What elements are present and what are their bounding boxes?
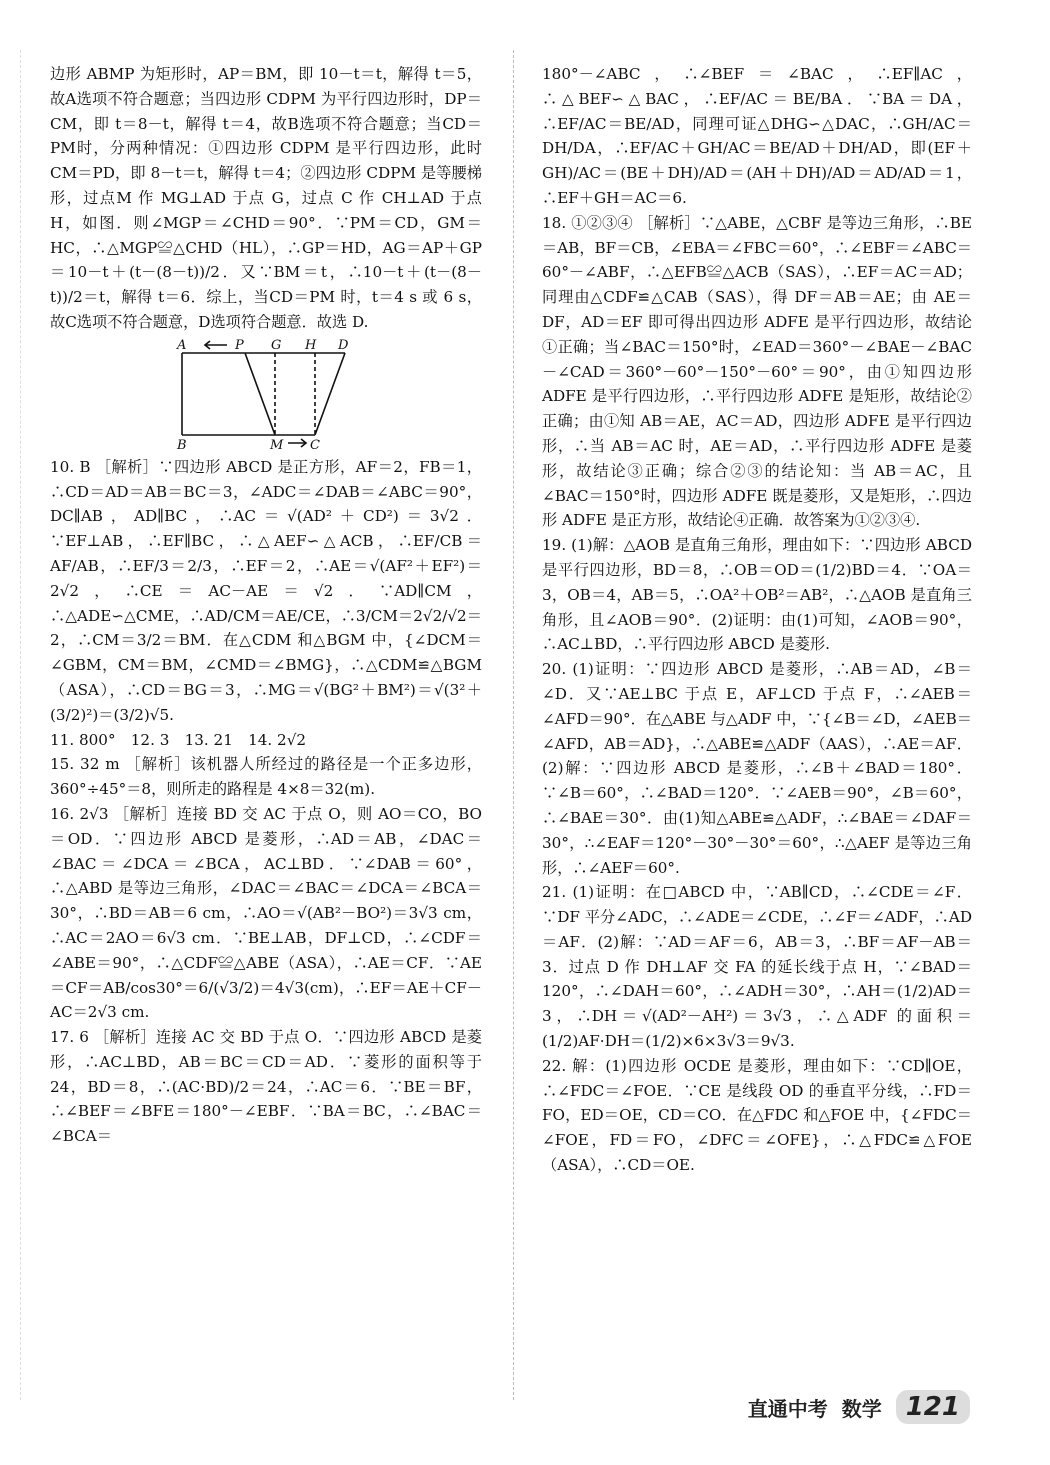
right-para-2: 19. (1)解：△AOB 是直角三角形，理由如下：∵四边形 ABCD 是平行四边形，BD＝8，∴OB＝OD＝(1/2)BD＝4．∵OA＝3，OB＝4，AB＝5，∴OA²＋OB²＝AB²，∴△AOB 是直角三角形，且∠AOB＝90°．(2)证明：由(1)可知，∠AOB＝90°，∴AC⊥BD，∴平行四边形 ABCD 是菱形.: [542, 536, 972, 654]
label-h: H: [305, 338, 317, 353]
left-para-4: 16. 2√3 ［解析］连接 BD 交 AC 于点 O，则 AO＝CO，BO＝OD．∵四边形 ABCD 是菱形，∴AD＝AB，∠DAC＝∠BAC＝∠DCA＝∠BCA，AC⊥BD．∵∠DAB＝60°，∴△ABD 是等边三角形，∠DAC＝∠BAC＝∠DCA＝∠BCA＝30°，∴BD＝AB＝6 cm，∴AO＝√(AB²－BO²)＝3√3 cm，∴AC＝2AO＝6√3 cm．∵BE⊥AB，DF⊥CD，∴∠CDF＝∠ABE＝90°，∴△CDF≌△ABE（ASA），∴AE＝CF．∵AE＝CF＝AB/cos30°＝6/(√3/2)＝4√3(cm)，∴EF＝AE＋CF－AC＝2√3 cm.: [50, 804, 482, 1022]
right-para-3: 20. (1)证明：∵四边形 ABCD 是菱形，∴AB＝AD，∠B＝∠D．又∵AE⊥BC 于点 E，AF⊥CD 于点 F，∴∠AEB＝∠AFD＝90°．在△ABE 与△ADF 中，∵{∠B＝∠D，∠AEB＝∠AFD，AB＝AD}，∴△ABE≌△ADF（AAS），∴AE＝AF．(2)解：∵四边形 ABCD 是菱形，∴∠B＋∠BAD＝180°．∵∠B＝60°，∴∠BAD＝120°．∵∠AEB＝90°，∠B＝60°，∴∠BAE＝30°．由(1)知△ABE≌△ADF，∴∠BAE＝∠DAF＝30°，∴∠EAF＝120°－30°－30°＝60°，∴△AEF 是等边三角形，∴∠AEF＝60°.: [542, 660, 972, 877]
book-title: 直通中考: [747, 1396, 828, 1421]
label-b: B: [177, 437, 187, 451]
label-m: M: [270, 437, 284, 451]
left-column: [50, 62, 482, 1149]
label-p: P: [235, 338, 244, 353]
subject-label: 数学: [841, 1396, 882, 1421]
label-g: G: [271, 338, 282, 353]
edge-dc: [315, 353, 345, 435]
page-number: 121: [896, 1390, 970, 1424]
right-para-5: 22. 解：(1)四边形 OCDE 是菱形，理由如下：∵CD∥OE，∴∠FDC＝∠FOE．∵CE 是线段 OD 的垂直平分线，∴FD＝FO，ED＝OE，CD＝CO．在△FDC 和△FOE 中，{∠FDC＝∠FOE，FD＝FO，∠DFC＝∠OFE}，∴△FDC≌△FOE（ASA），∴CD＝OE.: [542, 1056, 972, 1175]
left-para-3: 15. 32 m ［解析］该机器人所经过的路径是一个正多边形，360°÷45°＝8，则所走的路程是 4×8＝32(m).: [50, 755, 482, 799]
left-para-2: 11. 800° 12. 3 13. 21 14. 2√2: [50, 730, 307, 749]
right-para-1: 18. ①②③④ ［解析］∵△ABE，△CBF 是等边三角形，∴BE＝AB，BF＝CB，∠EBA＝∠FBC＝60°，∴∠EBF＝∠ABC＝60°－∠ABF，∴△EFB≌△ACB（SAS），∴EF＝AC＝AD；同理由△CDF≌△CAB（SAS），得 DF＝AB＝AE；由 AE＝DF，AD＝EF 即可得出四边形 ADFE 是平行四边形，故结论①正确；当∠BAC＝150°时，∠EAD＝360°－∠BAE－∠BAC－∠CAD＝360°－60°－150°－60°＝90°，由①知四边形 ADFE 是平行四边形，∴平行四边形 ADFE 是矩形，故结论②正确；由①知 AB＝AE，AC＝AD，四边形 ADFE 是平行四边形，∴当 AB＝AC 时，AE＝AD，∴平行四边形 ADFE 是菱形，故结论③正确；综合②③的结论知：当 AB＝AC，且∠BAC＝150°时，四边形 ADFE 既是菱形，又是矩形，∴四边形 ADFE 是正方形，故结论④正确．故答案为①②③④.: [542, 213, 972, 530]
left-para-5: 17. 6 ［解析］连接 AC 交 BD 于点 O．∵四边形 ABCD 是菱形，∴AC⊥BD，AB＝BC＝CD＝AD．∵菱形的面积等于 24，BD＝8，∴(AC·BD)/2＝24，∴AC＝6．∵BE＝BF，∴∠BEF＝∠BFE＝180°－∠EBF．∵BA＝BC，∴∠BAC＝∠BCA＝: [50, 1028, 482, 1146]
left-para-1: 10. B ［解析］∵四边形 ABCD 是正方形，AF＝2，FB＝1，∴CD＝AD＝AB＝BC＝3，∠ADC＝∠DAB＝∠ABC＝90°，DC∥AB，AD∥BC，∴AC＝√(AD²＋CD²)＝3√2．∵EF⊥AB，∴EF∥BC，∴△AEF∽△ACB，∴EF/CB＝AF/AB，∴EF/3＝2/3，∴EF＝2，∴AE＝√(AF²＋EF²)＝2√2，∴CE＝AC－AE＝√2．∵AD∥CM，∴△ADE∽△CME，∴AD/CM＝AE/CE，∴3/CM＝2√2/√2＝2，∴CM＝3/2＝BM．在△CDM 和△BGM 中，{∠DCM＝∠GBM，CM＝BM，∠CMD＝∠BMG}，∴△CDM≌△BGM（ASA），∴CD＝BG＝3，∴MG＝√(BG²＋BM²)＝√(3²＋(3/2)²)＝(3/2)√5.: [50, 457, 482, 724]
label-c: C: [310, 437, 320, 451]
right-column: [542, 62, 972, 1178]
right-para-4: 21. (1)证明：在□ABCD 中，∵AB∥CD，∴∠CDE＝∠F．∵DF 平分∠ADC，∴∠ADE＝∠CDE，∴∠F＝∠ADF，∴AD＝AF．(2)解：∵AD＝AF＝6，AB＝3，∴BF＝AF－AB＝3．过点 D 作 DH⊥AF 交 FA 的延长线于点 H，∵∠BAD＝120°，∴∠DAH＝60°，∴∠ADH＝30°，∴AH＝(1/2)AD＝3，∴DH＝√(AD²－AH²)＝3√3，∴△ADF 的面积＝(1/2)AF·DH＝(1/2)×6×3√3＝9√3.: [542, 883, 972, 1051]
label-a: A: [177, 338, 187, 353]
segment-pm: [245, 353, 275, 435]
trapezoid-figure: [175, 339, 375, 451]
right-para-0: 180°－∠ABC，∴∠BEF＝∠BAC，∴EF∥AC，∴△BEF∽△BAC，∴EF/AC＝BE/BA．∵BA＝DA，∴EF/AC＝BE/AD，同理可证△DHG∽△DAC，∴GH/AC＝DH/DA，∴EF/AC＋GH/AC＝BE/AD＋DH/AD，即(EF＋GH)/AC＝(BE＋DH)/AD＝(AH＋DH)/AD＝AD/AD＝1，∴EF＋GH＝AC＝6.: [542, 65, 972, 207]
label-d: D: [338, 338, 349, 353]
left-para-0: 边形 ABMP 为矩形时，AP＝BM，即 10－t＝t，解得 t＝5，故A选项不符合题意；当四边形 CDPM 为平行四边形时，DP＝CM，即 t＝8－t，解得 t＝4，故B选项不符合题意；当CD＝PM时，分两种情况：①四边形 CDPM 是平行四边形，此时 CM＝PD，即 8－t＝t，解得 t＝4；②四边形 CDPM 是等腰梯形，过点M 作 MG⊥AD 于点 G，过点 C 作 CH⊥AD 于点 H，如图．则∠MGP＝∠CHD＝90°．∵PM＝CD，GM＝HC，∴△MGP≌△CHD（HL），∴GP＝HD，AG＝AP＋GP＝10－t＋(t－(8－t))/2．又∵BM＝t，∴10－t＋(t－(8－t))/2＝t，解得 t＝6．综上，当CD＝PM 时，t＝4 s 或 6 s，故C选项不符合题意，D选项符合题意．故选 D.: [50, 65, 482, 331]
margin-rule: [20, 50, 21, 1400]
page-footer: [748, 1390, 970, 1424]
column-divider: [513, 50, 514, 1400]
